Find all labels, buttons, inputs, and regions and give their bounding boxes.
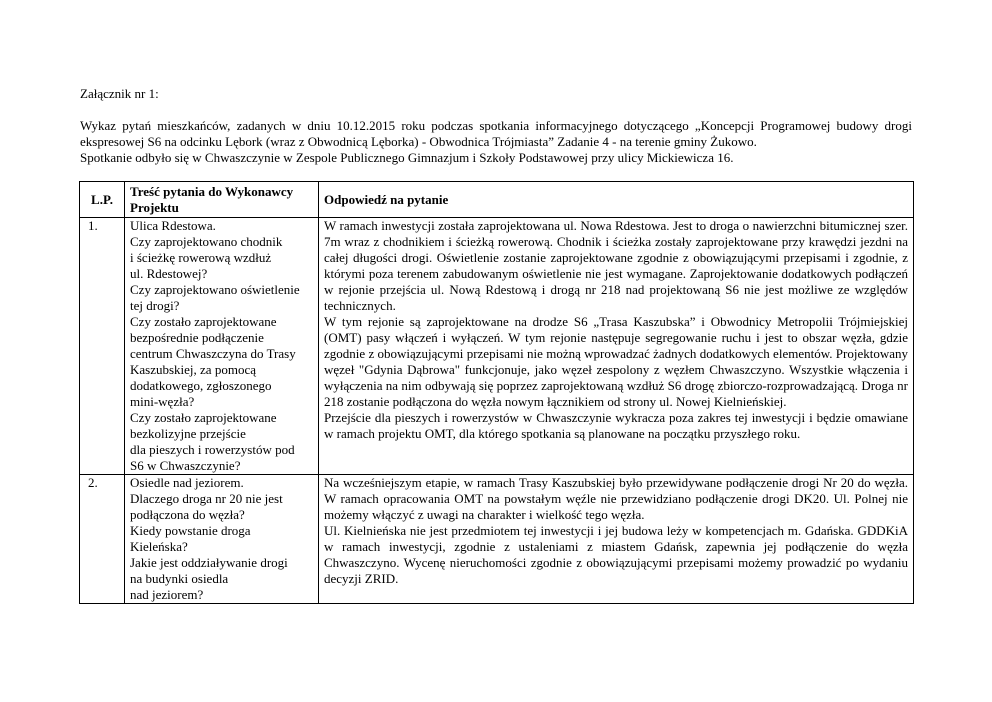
answer-paragraph: W tym rejonie są zaprojektowane na drodze S6 „Trasa Kaszubska” i Obwodnicy Metropolii Trójmiejskiej (OMT) pasy włączeń i wyłączeń. W tym rejonie następuje segregowanie ruchu i jest to obszar węzła, gdzie zgodnie z obowiązującymi przepisami nie możną wprowadzać żadnych dodatkowych elementów. Projektowany węzeł "Gdynia Dąbrowa" funkcjonuje, jako węzeł zespolony z węzłem Chwaszczyno. Wszystkie włączenia i wyłączenia na nim odbywają się poprzez zaprojektowaną wzdłuż S6 drogę zbiorczo-rozprowadzającą. Droga nr 218 zostanie podłączona do węzła nowym łącznikiem od strony ul. Nowej Kielnieńskiej. <box>324 314 908 409</box>
answer-paragraph: W ramach inwestycji została zaprojektowana ul. Nowa Rdestowa. Jest to droga o nawierzchni bitumicznej szer. 7m wraz z chodnikiem i ścieżką rowerową. Chodnik i ścieżka zostały zaprojektowane przy krawędzi jezdni na całej długości drogi. Oświetlenie zostanie zaprojektowane zgodnie z obowiązującymi przepisami i zgodnie, z którymi poza terenem zabudowanym oświetlenie nie jest wymagane. Zaprojektowanie dodatkowych podłączeń w rejonie przejścia ul. Nową Rdestową i drogą nr 218 nad projektowaną S6 nie jest możliwe ze względów technicznych. <box>324 218 908 313</box>
answer-paragraph: Przejście dla pieszych i rowerzystów w Chwaszczynie wykracza poza zakres tej inwestycji i będzie omawiane w ramach projektu OMT, dla którego spotkania są planowane na początku przyszłego roku. <box>324 410 908 441</box>
question-line: i ścieżkę rowerową wzdłuż <box>130 250 272 265</box>
question-cell <box>125 218 319 475</box>
question-line: Czy zaprojektowano chodnik <box>130 234 283 249</box>
intro-line-1: Wykaz pytań mieszkańców, zadanych w dniu 10.12.2015 roku podczas spotkania informacyjnego dotyczącego „Koncepcji Programowej budowy drogi ekspresowej S6 na odcinku Lębork (wraz z Obwodnicą Lęborka) - Obwodnica Trójmiasta” Zadanie 4 - na terenie gminy Żukowo. <box>80 118 912 149</box>
question-line: mini-węzła? <box>130 394 195 409</box>
row-number: 2. <box>80 475 125 604</box>
intro-line-2: Spotkanie odbyło się w Chwaszczynie w Zespole Publicznego Gimnazjum i Szkoły Podstawowej przy ulicy Mickiewicza 16. <box>80 150 734 165</box>
question-line: bezpośrednie podłączenie <box>130 330 264 345</box>
question-line: Osiedle nad jeziorem. <box>130 475 244 490</box>
question-line: dodatkowego, zgłoszonego <box>130 378 272 393</box>
answer-cell <box>319 218 914 475</box>
question-line: nad jeziorem? <box>130 587 204 602</box>
answer-cell <box>319 475 914 604</box>
header-no: L.P. <box>80 182 125 218</box>
question-line: dla pieszych i rowerzystów pod <box>130 442 295 457</box>
question-line: na budynki osiedla <box>130 571 229 586</box>
question-line: Czy zostało zaprojektowane <box>130 314 277 329</box>
question-line: Kieleńska? <box>130 539 188 554</box>
header-question: Treść pytania do Wykonawcy Projektu <box>125 182 319 218</box>
annex-title: Załącznik nr 1: <box>80 86 159 101</box>
question-line: tej drogi? <box>130 298 180 313</box>
answer-paragraph: Na wcześniejszym etapie, w ramach Trasy Kaszubskiej było przewidywane podłączenie drogi Nr 20 do węzła. W ramach opracowania OMT na powstałym węźle nie przewidziano podłączenie drogi DK20. Ul. Polnej nie możemy włączyć z uwagi na charakter i wielkość tego węzła. <box>324 475 908 522</box>
question-line: Kaszubskiej, za pomocą <box>130 362 256 377</box>
table-row <box>80 475 914 604</box>
question-line: Kiedy powstanie droga <box>130 523 251 538</box>
table-row <box>80 218 914 475</box>
header-answer: Odpowiedź na pytanie <box>319 182 914 218</box>
question-line: podłączona do węzła? <box>130 507 245 522</box>
question-line: Czy zostało zaprojektowane <box>130 410 277 425</box>
questions-table <box>79 181 914 604</box>
question-line: bezkolizyjne przejście <box>130 426 246 441</box>
row-number: 1. <box>80 218 125 475</box>
question-line: ul. Rdestowej? <box>130 266 208 281</box>
question-line: centrum Chwaszczyna do Trasy <box>130 346 296 361</box>
question-cell <box>125 475 319 604</box>
question-line: Czy zaprojektowano oświetlenie <box>130 282 300 297</box>
question-line: S6 w Chwaszczynie? <box>130 458 241 473</box>
question-line: Jakie jest oddziaływanie drogi <box>130 555 288 570</box>
answer-paragraph: Ul. Kielnieńska nie jest przedmiotem tej inwestycji i jej budowa leży w kompetencjach m. Gdańska. GDDKiA w ramach inwestycji, zgodnie z ustaleniami z miastem Gdańsk, zapewnia jej podłączenie do węzła Chwaszczyno. Wycenę nieruchomości zgodnie z obowiązującymi przepisami możemy prowadzić po wydaniu decyzji ZRID. <box>324 523 908 586</box>
question-line: Dlaczego droga nr 20 nie jest <box>130 491 283 506</box>
table-header-row <box>80 182 914 218</box>
intro-paragraph <box>80 118 912 166</box>
question-line: Ulica Rdestowa. <box>130 218 216 233</box>
